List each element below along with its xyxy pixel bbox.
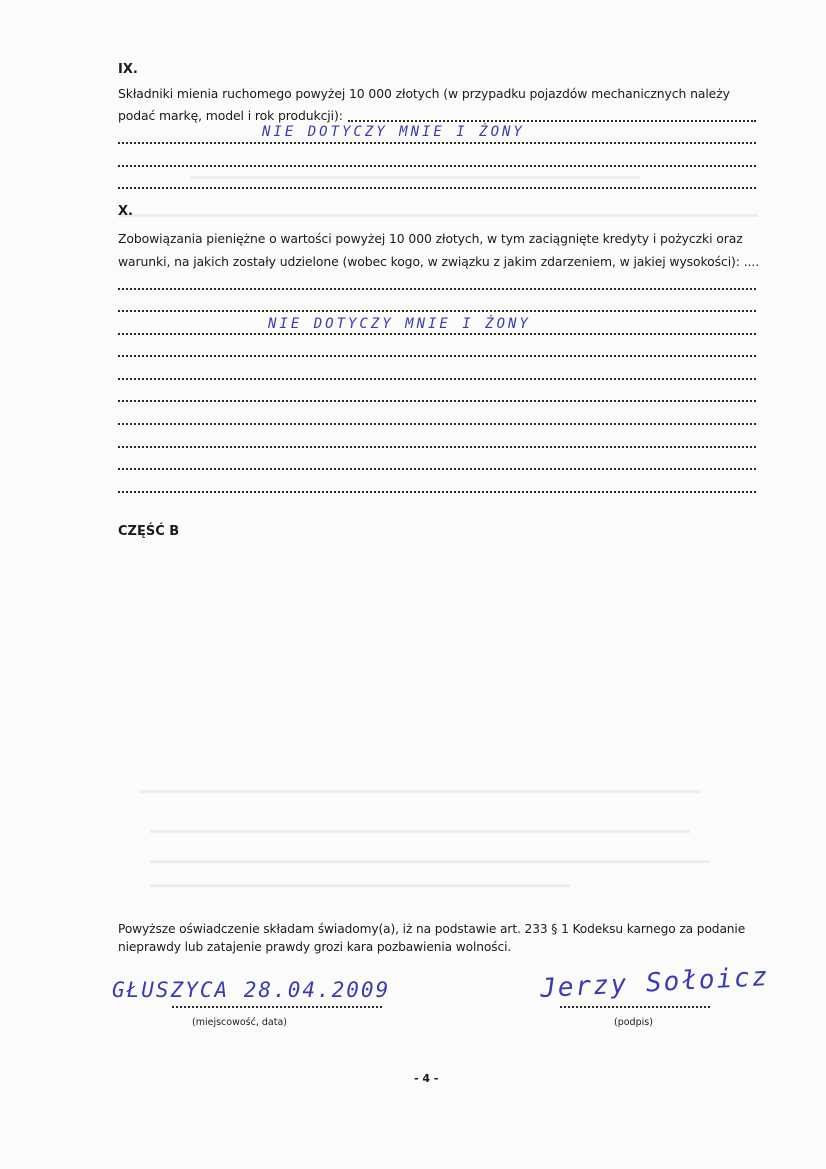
bleed-through-mark — [150, 884, 570, 887]
bleed-through-mark — [140, 790, 700, 793]
answer-line — [118, 468, 756, 470]
bleed-through-mark — [150, 830, 690, 833]
answer-line — [118, 446, 756, 448]
bleed-through-mark — [190, 176, 640, 179]
answer-line — [118, 333, 756, 335]
answer-line — [118, 187, 756, 189]
place-date-line — [172, 1006, 382, 1008]
section-ix-heading: IX. — [118, 62, 138, 77]
answer-line — [118, 142, 756, 144]
section-ix-handwritten-answer: NIE DOTYCZY MNIE I ŻONY — [262, 124, 525, 140]
page-number: - 4 - — [414, 1072, 439, 1085]
answer-line — [118, 400, 756, 402]
answer-line — [118, 423, 756, 425]
answer-line — [118, 310, 756, 312]
signature-line — [560, 1006, 710, 1008]
part-b-heading: CZĘŚĆ B — [118, 524, 180, 539]
bleed-through-mark — [150, 860, 710, 863]
answer-line — [348, 120, 756, 122]
bleed-through-mark — [118, 214, 758, 217]
section-ix-text-line1: Składniki mienia ruchomego powyżej 10 000 złotych (w przypadku pojazdów mechanicznych należy — [118, 86, 730, 101]
answer-line — [118, 491, 756, 493]
section-x-text-line2: warunki, na jakich zostały udzielone (wobec kogo, w związku z jakim zdarzeniem, w jakiej wysokości): .... — [118, 254, 760, 269]
place-date-handwritten: GŁUSZYCA 28.04.2009 — [112, 978, 391, 1002]
declaration-line1: Powyższe oświadczenie składam świadomy(a), iż na podstawie art. 233 § 1 Kodeksu karnego za podanie — [118, 922, 746, 936]
answer-line — [118, 378, 756, 380]
place-date-label: (miejscowość, data) — [192, 1017, 287, 1028]
answer-line — [118, 355, 756, 357]
declaration-line2: nieprawdy lub zatajenie prawdy grozi kara pozbawienia wolności. — [118, 940, 512, 954]
signature-handwritten: Jerzy Sołoicz — [539, 962, 771, 1004]
answer-line — [118, 165, 756, 167]
answer-line — [118, 288, 756, 290]
section-ix-text-line2: podać markę, model i rok produkcji): — [118, 108, 343, 123]
section-x-text-line1: Zobowiązania pieniężne o wartości powyżej 10 000 złotych, w tym zaciągnięte kredyty i pożyczki oraz — [118, 231, 743, 246]
signature-label: (podpis) — [614, 1017, 653, 1028]
section-x-handwritten-answer: NIE DOTYCZY MNIE I ŻONY — [268, 316, 531, 332]
section-x-heading: X. — [118, 204, 133, 219]
